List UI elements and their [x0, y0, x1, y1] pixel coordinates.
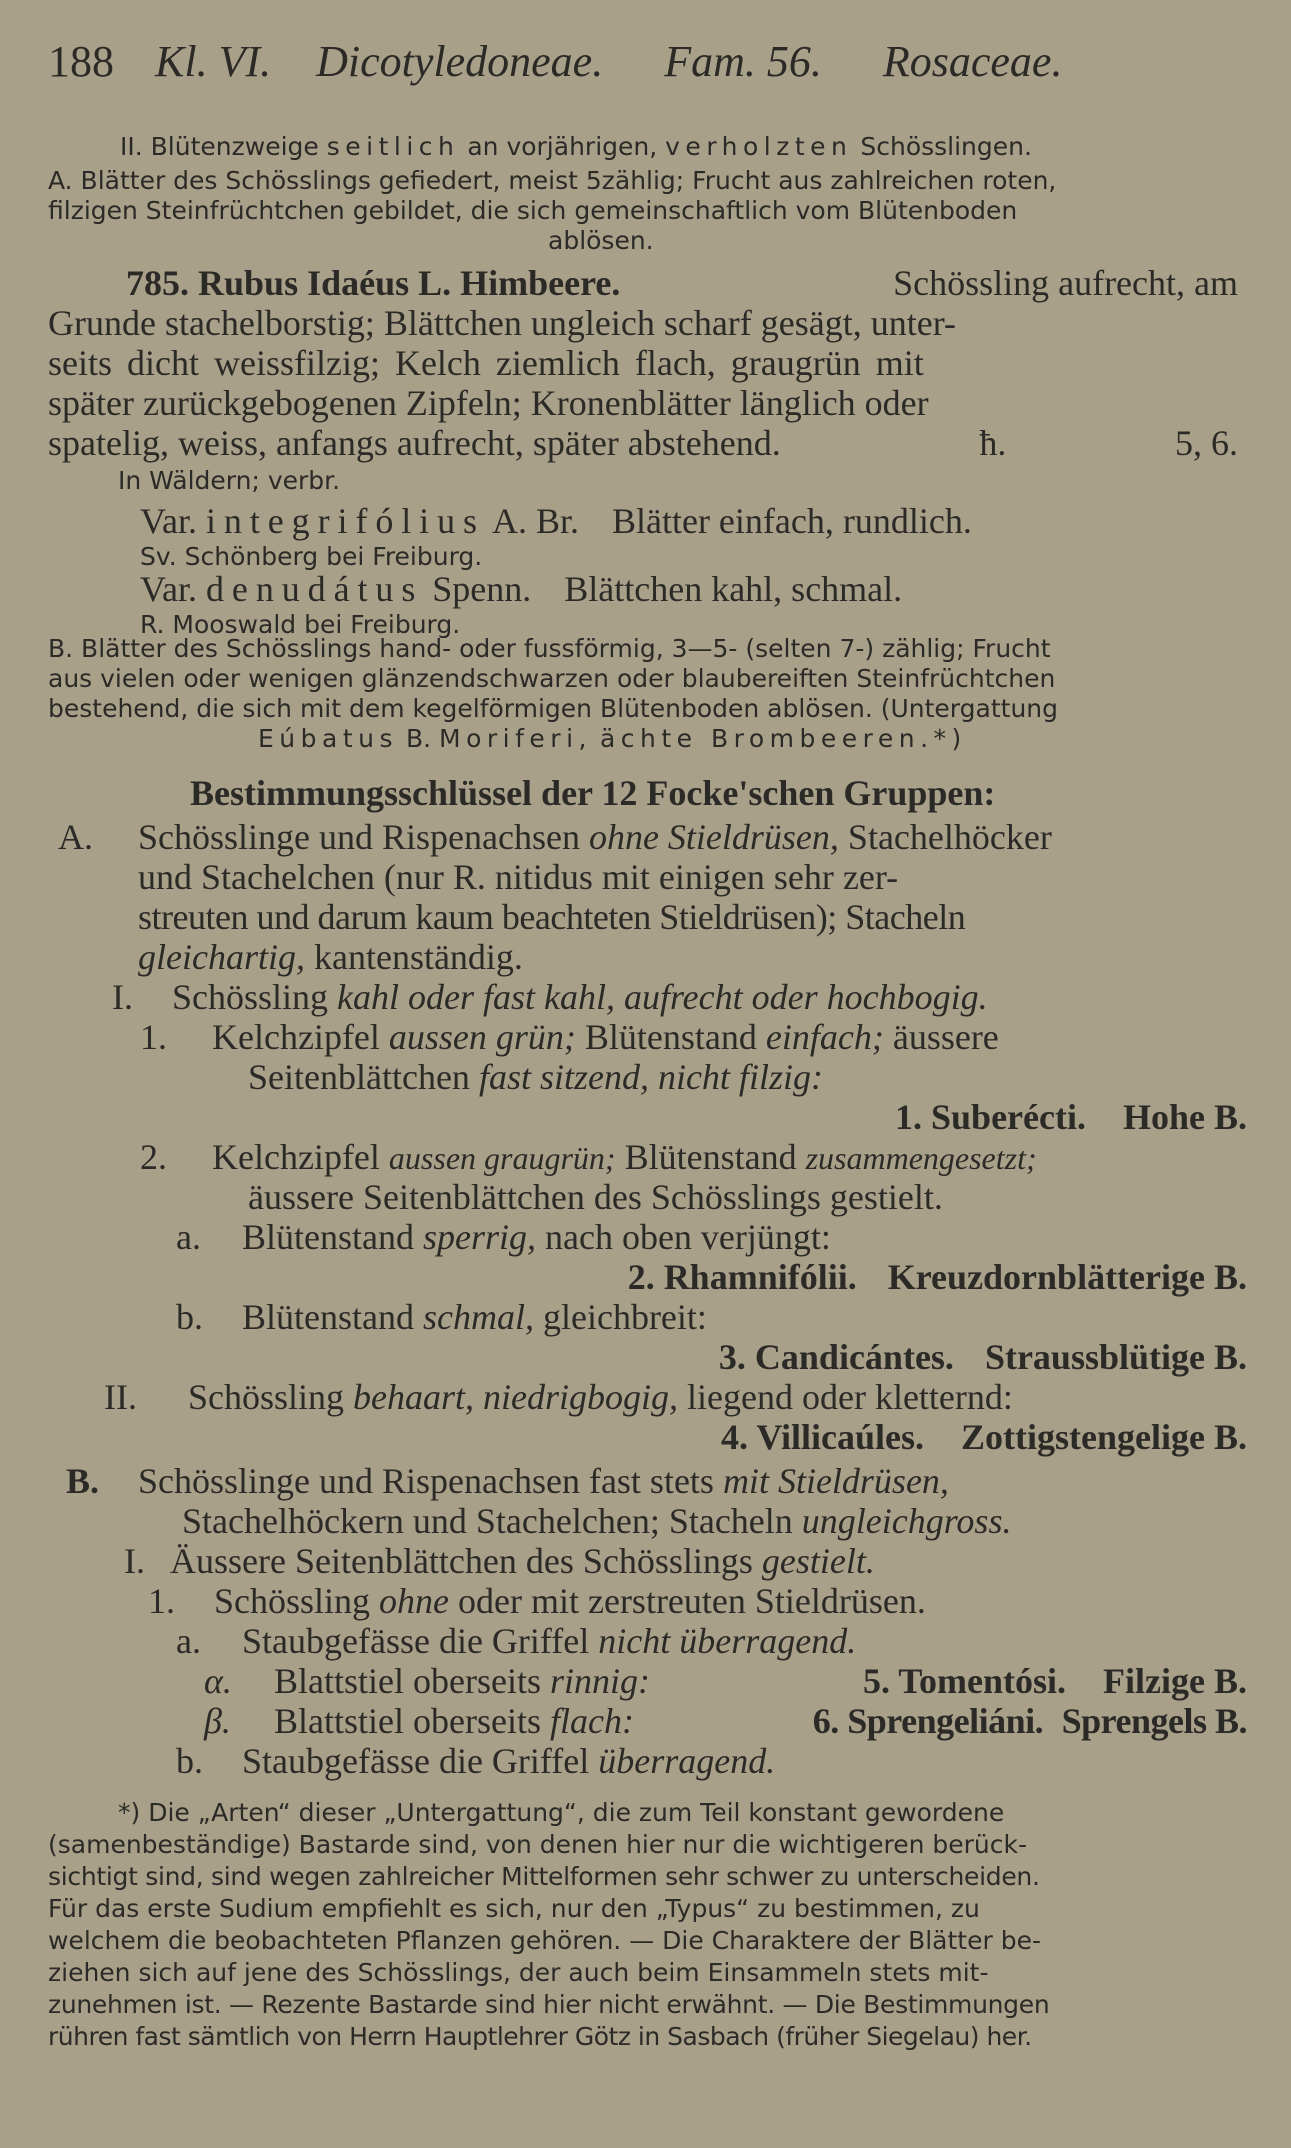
italic-text: ohne Stieldrüsen,	[588, 817, 839, 857]
group-latin-name: 1. Suberécti.	[895, 1097, 1086, 1137]
species-line-3: seits dicht weissfilzig; Kelch ziemlich flach, graugrün mit	[48, 343, 924, 383]
key-b-sub-label: b.	[176, 1297, 203, 1337]
italic-text: aussen graugrün;	[388, 1140, 616, 1176]
footnote-line-5: welchem die beobachteten Pflanzen gehören. — Die Charaktere der Blätter be-	[48, 1926, 1041, 1955]
section-a-line-1: A. Blätter des Schösslings gefiedert, meist 5zählig; Frucht aus zahlreichen roten,	[48, 166, 1057, 195]
section-b-line-3: bestehend, die sich mit dem kegelförmigen Blütenboden ablösen. (Untergattung	[48, 694, 1058, 723]
author: A. Br.	[491, 501, 579, 541]
species-line-2: Grunde stachelborstig; Blättchen ungleich scharf gesägt, unter-	[48, 303, 956, 343]
text: Schössling	[214, 1581, 371, 1621]
key-a-sub-line	[176, 1216, 831, 1258]
variety-2-locality: R. Mooswald bei Freiburg.	[140, 610, 461, 639]
species-line-4: später zurückgebogenen Zipfeln; Kronenblätter länglich oder	[48, 383, 929, 423]
key-b-b-label: b.	[176, 1741, 203, 1781]
group-german-name: Hohe B.	[1122, 1097, 1247, 1137]
species-name: 785. Rubus Idaéus L. Himbeere.	[126, 263, 621, 303]
page-number: 188	[48, 37, 114, 86]
italic-text: mit Stieldrüsen,	[722, 1461, 949, 1501]
flowering-months: 5, 6.	[1175, 423, 1238, 463]
key-b-line-1	[66, 1460, 949, 1502]
text: Blätter einfach, rundlich.	[611, 501, 972, 541]
group-latin-name: 6. Sprengeliáni.	[812, 1701, 1044, 1741]
spaced-text: Eúbatus	[258, 724, 399, 753]
group-5	[863, 1660, 1247, 1702]
text: kantenständig.	[313, 937, 523, 977]
text: Blütenstand	[242, 1297, 414, 1337]
variety-name: denudátus	[206, 569, 424, 609]
group-6	[813, 1700, 1247, 1742]
key-b-1-line	[148, 1580, 926, 1622]
text: Schösslinge und Rispenachsen	[138, 817, 580, 857]
italic-text: überragend.	[598, 1741, 776, 1781]
section-b-line-4	[258, 724, 967, 753]
key-alpha-line	[204, 1660, 650, 1702]
footnote-line-6: ziehen sich auf jene des Schösslings, der auch beim Einsammeln stets mit-	[48, 1958, 989, 1987]
text: Blütenstand	[242, 1217, 414, 1257]
italic-text: gleichartig,	[138, 937, 305, 977]
key-2-line-1	[140, 1136, 1037, 1178]
group-german-name: Filzige B.	[1103, 1661, 1247, 1701]
text: liegend oder kletternd:	[687, 1377, 1013, 1417]
header-subclass: Dicotyledoneae.	[316, 37, 604, 86]
key-b-label: B.	[66, 1461, 100, 1501]
key-b-b-line	[176, 1740, 775, 1782]
text: Schössling	[188, 1377, 345, 1417]
italic-text: fast sitzend, nicht filzig:	[478, 1057, 823, 1097]
key-b-a-line	[176, 1620, 856, 1662]
key-2-label: 2.	[140, 1137, 167, 1177]
group-latin-name: 5. Tomentósi.	[862, 1661, 1067, 1701]
text: Schössling	[172, 977, 329, 1017]
italic-text: nicht überragend.	[598, 1621, 857, 1661]
spaced-text: seitlich	[326, 132, 460, 161]
key-a-line-3: streuten und darum kaum beachteten Stieldrüsen); Stacheln	[138, 897, 966, 937]
group-3	[719, 1336, 1247, 1378]
italic-text: ungleichgross.	[801, 1501, 1012, 1541]
variety-name: integrifólius	[206, 501, 485, 541]
text: Schössling aufrecht, am	[893, 263, 1238, 303]
group-german-name: Zottigstengelige B.	[961, 1417, 1247, 1457]
key-alpha-label: α.	[204, 1661, 232, 1701]
italic-text: einfach;	[765, 1017, 884, 1057]
header-family-number: Fam. 56.	[664, 37, 822, 86]
italic-text: schmal,	[422, 1297, 534, 1337]
author: Spenn.	[432, 569, 532, 609]
key-title: Bestimmungsschlüssel der 12 Focke'schen Gruppen:	[190, 773, 996, 813]
key-ii-label: II.	[104, 1377, 137, 1417]
header-class: Kl. VI.	[155, 37, 272, 86]
key-1-line-1	[140, 1016, 999, 1058]
text: Kelchzipfel	[212, 1017, 380, 1057]
text: Blütenstand	[584, 1017, 757, 1057]
footnote-line-4: Für das erste Sudium empfiehlt es sich, nur den „Typus“ zu bestimmen, zu	[48, 1894, 980, 1923]
group-german-name: Straussblütige B.	[984, 1337, 1247, 1377]
group-2	[628, 1256, 1247, 1298]
text: gleichbreit:	[542, 1297, 707, 1337]
text: Äussere Seitenblättchen des Schösslings	[170, 1541, 753, 1581]
text: Var.	[140, 569, 197, 609]
section-ii-line	[120, 132, 1032, 161]
spaced-text: ächte Brombeeren.*)	[599, 724, 967, 753]
text: äussere	[892, 1017, 999, 1057]
text: Var.	[140, 501, 197, 541]
text: Stachelhöckern und Stachelchen; Stacheln	[182, 1501, 793, 1541]
section-b-line-2: aus vielen oder wenigen glänzendschwarzen oder blaubereiften Steinfrüchtchen	[48, 664, 1056, 693]
group-german-name: Sprengels B.	[1061, 1701, 1247, 1741]
key-beta-label: β.	[204, 1701, 231, 1741]
footnote-line-3: sichtigt sind, sind wegen zahlreicher Mittelformen sehr schwer zu unterscheiden.	[48, 1862, 1040, 1891]
text: Kelchzipfel	[212, 1137, 380, 1177]
italic-text: zusammengesetzt;	[805, 1140, 1037, 1176]
text: Schösslinge und Rispenachsen fast stets	[138, 1461, 714, 1501]
key-1-line-2	[248, 1056, 823, 1098]
variety-1-locality: Sv. Schönberg bei Freiburg.	[140, 542, 483, 571]
key-i-label: I.	[112, 977, 133, 1017]
key-b-sub-line	[176, 1296, 707, 1338]
italic-text: flach:	[549, 1701, 634, 1741]
section-a-line-2: filzigen Steinfrüchtchen gebildet, die sich gemeinschaftlich vom Blütenboden	[48, 196, 1018, 225]
text: an vorjährigen,	[467, 132, 658, 161]
text: Blütenzweige	[150, 132, 319, 161]
group-1	[895, 1096, 1247, 1138]
key-i-line	[112, 976, 988, 1018]
text: spatelig, weiss, anfangs aufrecht, später abstehend.	[48, 423, 781, 463]
italic-text: kahl oder fast kahl, aufrecht oder hochbogig.	[337, 977, 988, 1017]
section-ii-label: II.	[120, 132, 143, 161]
key-b-line-2	[182, 1500, 1011, 1542]
italic-text: aussen grün;	[388, 1017, 576, 1057]
text: B.	[405, 724, 432, 753]
text: Seitenblättchen	[248, 1057, 470, 1097]
species-line-1	[48, 262, 1238, 304]
species-line-5	[48, 422, 1238, 464]
text: Blattstiel oberseits	[274, 1701, 541, 1741]
group-latin-name: 2. Rhamnifólii.	[627, 1257, 857, 1297]
key-ii-line	[104, 1376, 1013, 1418]
header-family: Rosaceae.	[882, 37, 1063, 86]
spaced-text: verholzten	[665, 132, 853, 161]
footnote-line-1: *) Die „Arten“ dieser „Untergattung“, die zum Teil konstant gewordene	[118, 1798, 1005, 1827]
section-b-line-1: B. Blätter des Schösslings hand- oder fussförmig, 3—5- (selten 7-) zählig; Frucht	[48, 634, 1051, 663]
section-a-line-3: ablösen.	[548, 226, 654, 255]
text: Blättchen kahl, schmal.	[564, 569, 903, 609]
group-4	[721, 1416, 1247, 1458]
group-latin-name: 3. Candicántes.	[718, 1337, 954, 1377]
italic-text: sperrig,	[422, 1217, 536, 1257]
footnote-line-7: zunehmen ist. — Rezente Bastarde sind hier nicht erwähnt. — Die Bestimmungen	[48, 1990, 1050, 2019]
italic-text: ohne	[379, 1581, 450, 1621]
key-2-line-2: äussere Seitenblättchen des Schösslings gestielt.	[248, 1177, 943, 1217]
text: Staubgefässe die Griffel	[242, 1741, 590, 1781]
key-beta-line	[204, 1700, 634, 1742]
key-b-i-line	[124, 1540, 875, 1582]
italic-text: rinnig:	[549, 1661, 650, 1701]
key-a-sub-label: a.	[176, 1217, 201, 1257]
key-b-a-label: a.	[176, 1621, 201, 1661]
key-b-i-label: I.	[124, 1541, 145, 1581]
key-a-label: A.	[58, 817, 93, 857]
key-a-line-1	[58, 816, 1052, 858]
text: oder mit zerstreuten Stieldrüsen.	[458, 1581, 926, 1621]
text: Blütenstand	[624, 1137, 797, 1177]
text: Blattstiel oberseits	[274, 1661, 541, 1701]
variety-1	[140, 500, 972, 542]
key-a-line-2: und Stachelchen (nur R. nitidus mit einigen sehr zer-	[138, 857, 899, 897]
group-latin-name: 4. Villicaúles.	[721, 1417, 925, 1457]
footnote-line-8: rühren fast sämtlich von Herrn Hauptlehrer Götz in Sasbach (früher Siegelau) her.	[48, 2022, 1032, 2051]
italic-text: gestielt.	[761, 1541, 875, 1581]
text: nach oben verjüngt:	[545, 1217, 831, 1257]
text: Staubgefässe die Griffel	[242, 1621, 590, 1661]
spaced-text: Moriferi,	[439, 724, 592, 753]
running-header	[48, 36, 1238, 87]
variety-2	[140, 568, 902, 610]
italic-text: behaart, niedrigbogig,	[353, 1377, 679, 1417]
key-a-line-4	[138, 936, 523, 978]
group-german-name: Kreuzdornblätterige B.	[887, 1257, 1247, 1297]
habitat: In Wäldern; verbr.	[118, 466, 341, 495]
text: Stachelhöcker	[847, 817, 1052, 857]
key-1-label: 1.	[140, 1017, 167, 1057]
text: Schösslingen.	[860, 132, 1032, 161]
shrub-symbol: ħ.	[979, 423, 1007, 463]
footnote-line-2: (samenbeständige) Bastarde sind, von denen hier nur die wichtigeren berück-	[48, 1830, 1028, 1859]
key-b-1-label: 1.	[148, 1581, 175, 1621]
